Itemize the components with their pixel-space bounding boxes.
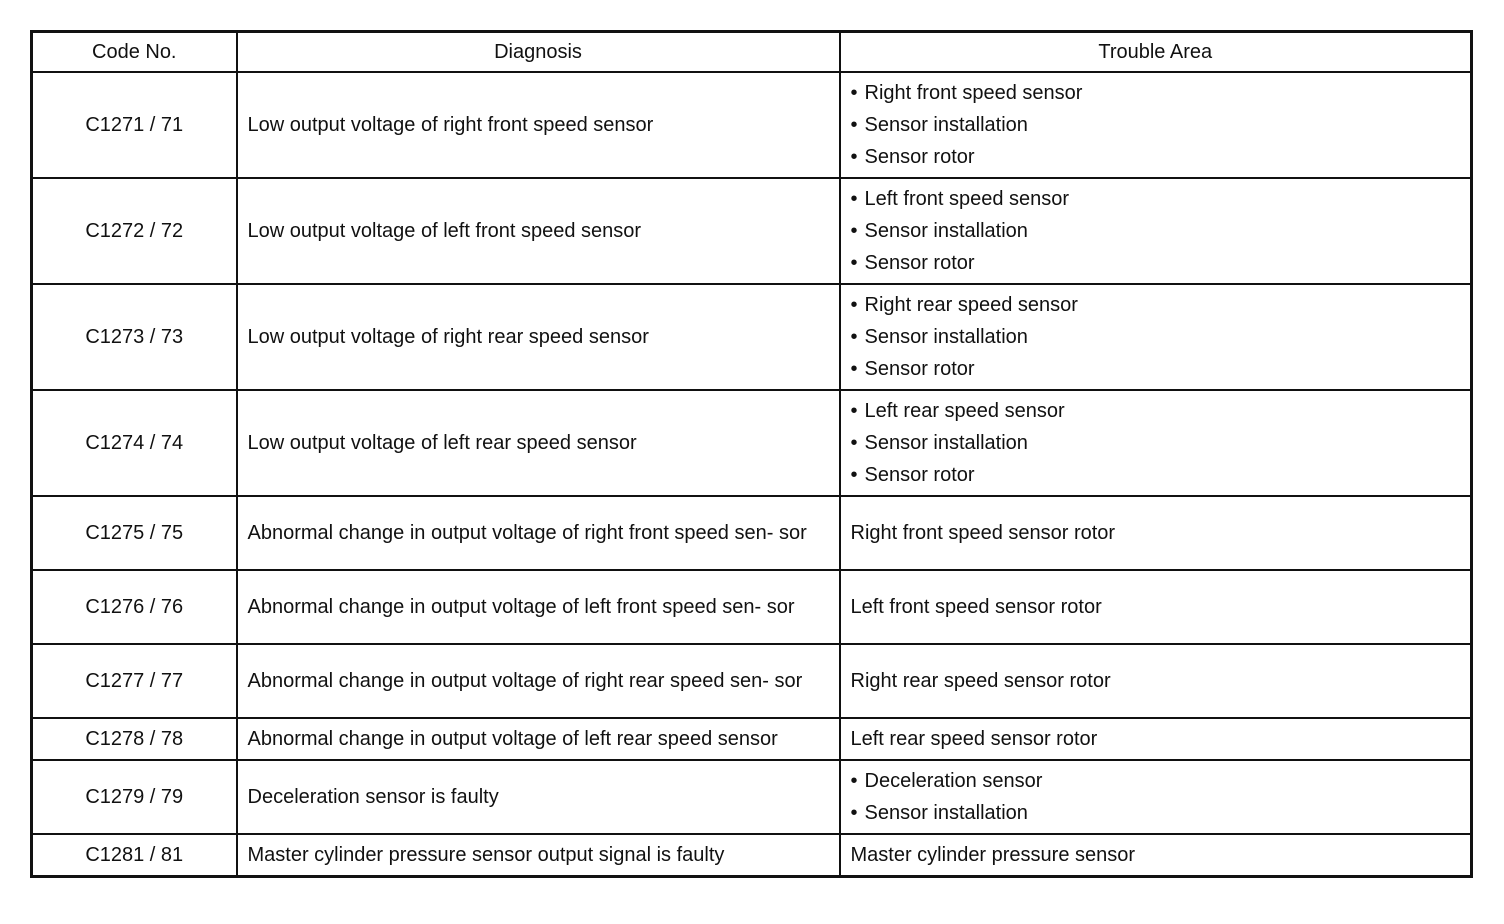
diagnosis-cell: Low output voltage of right front speed sensor [237,72,840,178]
header-row [32,32,1472,73]
table-row [32,496,1472,570]
list-item [851,215,1463,247]
header-trouble-area: Trouble Area [840,32,1472,73]
trouble-area-list [851,395,1463,491]
list-item [851,427,1463,459]
bullet-icon: • [850,358,858,380]
bullet-icon: • [850,432,858,454]
trouble-area-cell: Left front speed sensor rotor [840,570,1472,644]
trouble-area-cell [840,390,1472,496]
trouble-area-item: Sensor rotor [864,252,975,274]
list-item [851,289,1463,321]
bullet-icon: • [850,464,858,486]
list-item [851,77,1463,109]
trouble-area-item: Sensor installation [864,802,1028,824]
diagnosis-cell: Master cylinder pressure sensor output signal is faulty [237,834,840,877]
diagnosis-cell: Low output voltage of left rear speed sensor [237,390,840,496]
trouble-area-list [851,289,1463,385]
trouble-area-item: Left front speed sensor [864,188,1070,210]
list-item [851,353,1463,385]
trouble-area-cell [840,178,1472,284]
bullet-icon: • [850,252,858,274]
trouble-area-list [851,77,1463,173]
list-item [851,183,1463,215]
bullet-icon: • [850,114,858,136]
bullet-icon: • [850,326,858,348]
trouble-area-item: Sensor rotor [864,464,975,486]
trouble-area-item: Sensor installation [864,114,1028,136]
diagnosis-cell: Abnormal change in output voltage of left front speed sen- sor [237,570,840,644]
list-item [851,459,1463,491]
list-item [851,141,1463,173]
list-item [851,109,1463,141]
diagnosis-cell: Abnormal change in output voltage of right front speed sen- sor [237,496,840,570]
trouble-area-item: Sensor installation [864,220,1028,242]
trouble-area-cell [840,284,1472,390]
trouble-area-item: Sensor rotor [864,358,975,380]
header-code-no: Code No. [32,32,237,73]
trouble-area-cell: Left rear speed sensor rotor [840,718,1472,760]
table-row [32,72,1472,178]
trouble-area-cell [840,760,1472,834]
bullet-icon: • [850,802,858,824]
trouble-area-list [851,765,1463,829]
bullet-icon: • [850,400,858,422]
trouble-area-item: Sensor installation [864,326,1028,348]
diagnosis-cell: Abnormal change in output voltage of left rear speed sensor [237,718,840,760]
code-cell: C1275 / 75 [32,496,237,570]
trouble-area-cell: Right front speed sensor rotor [840,496,1472,570]
list-item [851,247,1463,279]
bullet-icon: • [850,220,858,242]
code-cell: C1272 / 72 [32,178,237,284]
code-cell: C1274 / 74 [32,390,237,496]
code-cell: C1281 / 81 [32,834,237,877]
bullet-icon: • [850,82,858,104]
code-cell: C1279 / 79 [32,760,237,834]
list-item [851,797,1463,829]
diagnostic-code-table [30,30,1473,878]
code-cell: C1276 / 76 [32,570,237,644]
list-item [851,321,1463,353]
bullet-icon: • [850,770,858,792]
code-cell: C1277 / 77 [32,644,237,718]
table-row [32,178,1472,284]
list-item [851,765,1463,797]
trouble-area-item: Deceleration sensor [864,770,1043,792]
table-row [32,390,1472,496]
diagnosis-cell: Low output voltage of left front speed sensor [237,178,840,284]
trouble-area-cell [840,72,1472,178]
trouble-area-item: Sensor installation [864,432,1028,454]
code-cell: C1273 / 73 [32,284,237,390]
trouble-area-item: Right front speed sensor [864,82,1083,104]
diagnosis-cell: Abnormal change in output voltage of right rear speed sen- sor [237,644,840,718]
header-diagnosis: Diagnosis [237,32,840,73]
bullet-icon: • [850,294,858,316]
list-item [851,395,1463,427]
table-row [32,834,1472,877]
bullet-icon: • [850,146,858,168]
trouble-area-list [851,183,1463,279]
table-row [32,718,1472,760]
trouble-area-item: Left rear speed sensor [864,400,1065,422]
trouble-area-cell: Master cylinder pressure sensor [840,834,1472,877]
diagnosis-cell: Low output voltage of right rear speed sensor [237,284,840,390]
trouble-area-item: Right rear speed sensor [864,294,1078,316]
trouble-area-item: Sensor rotor [864,146,975,168]
code-cell: C1278 / 78 [32,718,237,760]
table-row [32,760,1472,834]
diagnosis-cell: Deceleration sensor is faulty [237,760,840,834]
code-cell: C1271 / 71 [32,72,237,178]
table-row [32,284,1472,390]
bullet-icon: • [850,188,858,210]
trouble-area-cell: Right rear speed sensor rotor [840,644,1472,718]
table-row [32,644,1472,718]
table-row [32,570,1472,644]
